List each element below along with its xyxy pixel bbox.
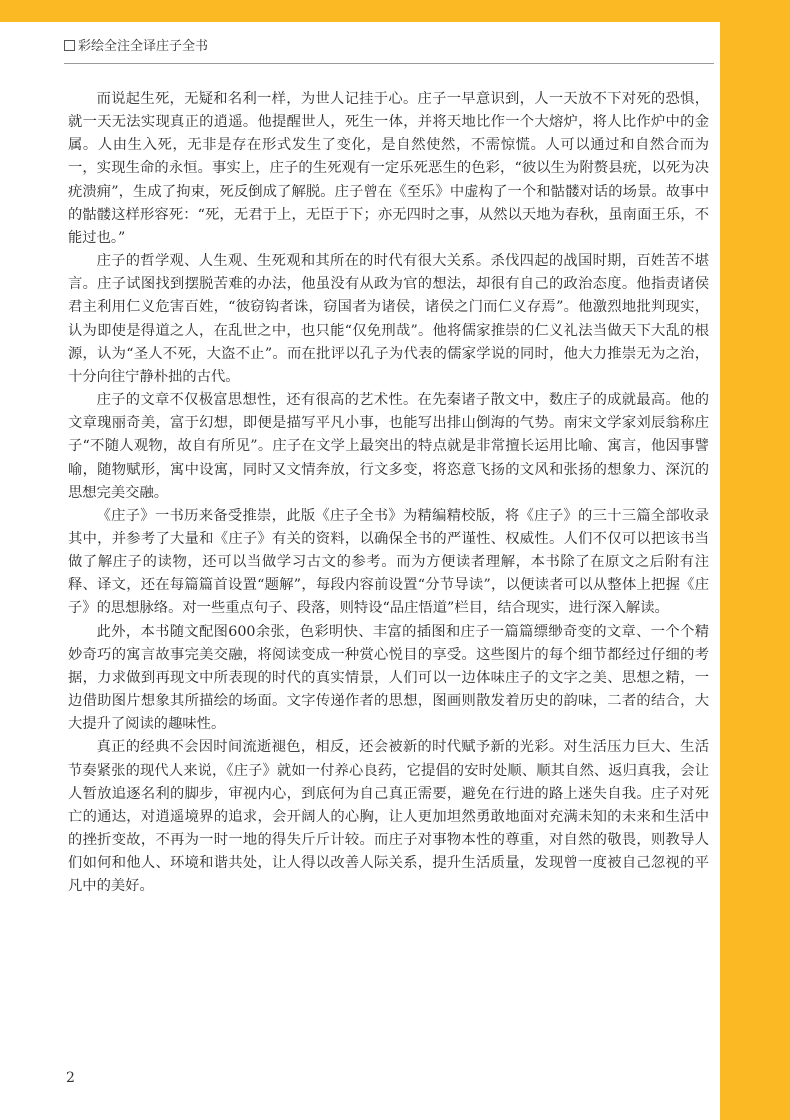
body-text	[68, 88, 709, 898]
running-header	[64, 35, 714, 61]
paragraph: 真正的经典不会因时间流逝褪色，相反，还会被新的时代赋予新的光彩。对生活压力巨大、生活节奏紧张的现代人来说，《庄子》就如一付养心良药，它提倡的安时处顺、顺其自然、返归真我，会让人暂放追逐名利的脚步，审视内心，到底何为自己真正需要，避免在行进的路上迷失自我。庄子对死亡的通达，对逍遥境界的追求，会开阔人的心胸，让人更加坦然勇敢地面对充满未知的未来和生活中的挫折变故，不再为一时一地的得失斤斤计较。而庄子对事物本性的尊重，对自然的敬畏，则教导人们如何和他人、环境和谐共处，让人得以改善人际关系，提升生活质量，发现曾一度被自己忽视的平凡中的美好。	[68, 739, 709, 895]
top-color-band	[0, 0, 790, 22]
paragraph: 而说起生死，无疑和名利一样，为世人记挂于心。庄子一早意识到，人一天放不下对死的恐惧，就一天无法实现真正的逍遥。他提醒世人，死生一体，并将天地比作一个大熔炉，将人比作炉中的金属。人由生入死，无非是存在形式发生了变化，是自然使然，不需惊慌。人可以通过和自然合而为一，实现生命的永恒。事实上，庄子的生死观有一定乐死恶生的色彩，“彼以生为附赘县疣，以死为决疣溃痈”，生成了拘束，死反倒成了解脱。庄子曾在《至乐》中虚构了一个和骷髅对话的场景。故事中的骷髅这样形容死：“死，无君于上，无臣于下；亦无四时之事，从然以天地为春秋，虽南面王乐，不能过也。”	[68, 91, 709, 246]
paragraph: 《庄子》一书历来备受推崇，此版《庄子全书》为精编精校版，将《庄子》的三十三篇全部收录其中，并参考了大量和《庄子》有关的资料，以确保全书的严谨性、权威性。人们不仅可以把该书当做了解庄子的读物，还可以当做学习古文的参考。而为方便读者理解，本书除了在原文之后附有注释、译文，还在每篇篇首设置“题解”，每段内容前设置“分节导读”，以便读者可以从整体上把握《庄子》的思想脉络。对一些重点句子、段落，则特设“品庄悟道”栏目，结合现实，进行深入解读。	[68, 507, 709, 617]
paragraph: 庄子的哲学观、人生观、生死观和其所在的时代有很大关系。杀伐四起的战国时期，百姓苦不堪言。庄子试图找到摆脱苦难的办法，他虽没有从政为官的想法，却很有自己的政治态度。他指责诸侯君主利用仁义危害百姓，“彼窃钩者诛，窃国者为诸侯，诸侯之门而仁义存焉”。他激烈地批判现实，认为即使是得道之人，在乱世之中，也只能“仅免刑哉”。他将儒家推崇的仁义礼法当做天下大乱的根源，认为“圣人不死，大盗不止”。而在批评以孔子为代表的儒家学说的同时，他大力推崇无为之治，十分向往宁静朴拙的古代。	[68, 253, 709, 385]
paragraph: 庄子的文章不仅极富思想性，还有很高的艺术性。在先秦诸子散文中，数庄子的成就最高。他的文章瑰丽奇美，富于幻想，即便是描写平凡小事，也能写出排山倒海的气势。南宋文学家刘辰翁称庄子“不随人观物，故自有所见”。庄子在文学上最突出的特点就是非常擅长运用比喻、寓言，他因事譬喻，随物赋形，寓中设寓，同时又文情奔放，行文多变，将恣意飞扬的文风和张扬的想象力、深沉的思想完美交融。	[68, 392, 709, 501]
side-color-band	[720, 0, 790, 1120]
paragraph: 此外，本书随文配图600余张，色彩明快、丰富的插图和庄子一篇篇缥缈奇变的文章、一个个精妙奇巧的寓言故事完美交融，将阅读变成一种赏心悦目的享受。这些图片的每个细节都经过仔细的考据，力求做到再现文中所表现的时代的真实情景，人们可以一边体味庄子的文字之美、思想之精，一边借助图片想象其所描绘的场面。文字传递作者的思想，图画则散发着历史的韵味，二者的结合，大大提升了阅读的趣味性。	[68, 623, 709, 733]
header-title: 彩绘全注全译庄子全书	[78, 39, 209, 54]
header-square-icon	[64, 40, 75, 51]
page-number: 2	[66, 1070, 75, 1086]
header-divider	[64, 63, 714, 64]
